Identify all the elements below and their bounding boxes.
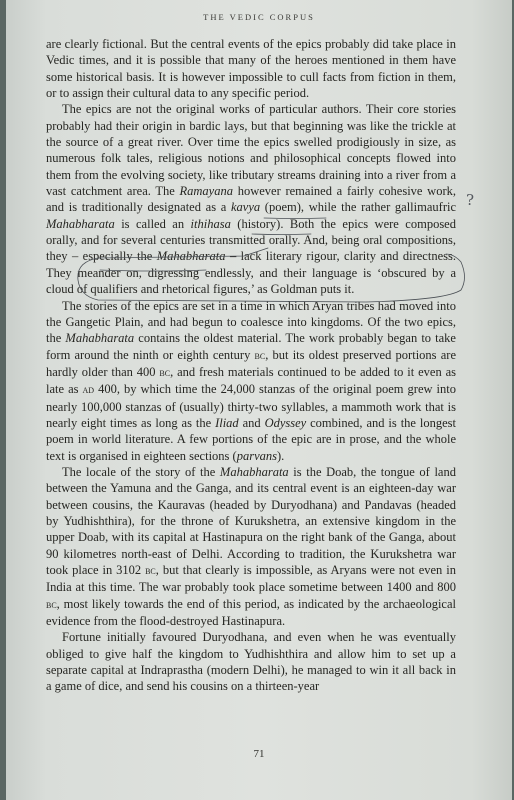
text-run: ). [276,448,285,463]
text-run: is the Doab, the tongue of land between the Yamuna and the Ganga, and its central event is an eighteen-day war between cousins, the Kauravas (headed by Duryodhana) and Pandavas (headed by Yudhishthira), for the throne of Kurukshetra, an extensive kingdom in the upper Doab, with its capital at Hastinapura on the right bank of the Ganga, about 90 kilometres north-east of Delhi. According to tradition, the Kurukshetra war took place in 3102 [46,464,456,577]
paragraph-3 [46,298,456,464]
text-run: however remained a fairly cohesive work, and is traditionally designated as a [46,184,456,215]
margin-query-mark: ? [466,191,475,209]
title-mahabharata: Mahabharata [219,464,289,479]
text-run: Fortune initially favoured Duryodhana, and even when he was eventually obliged to give half the kingdom to Yudhishthira and allow him to set up a separate capital at Indraprastha (modern Delhi), he managed to win it all back in a game of dice, and send his cousins on a thirteen-year [46,630,456,694]
text-run: , but that clearly is impossible, as Aryans were not even in India at this time. The war probably took place sometime between 1400 and 800 [46,563,456,595]
text-run: are clearly fictional. But the central events of the epics probably did take place in Vedic times, and it is possible that many of the heroes mentioned in them have some historical basis. It is however impossible to cull facts from fiction in them, or to assign their cultural data to any specific period. [46,37,456,101]
text-run: , and fresh materials continued to be added to it even as late as [46,364,456,397]
book-page [6,0,512,800]
text-run: and [238,415,265,430]
title-ramayana: Ramayana [179,184,233,199]
paragraph-4 [46,464,456,629]
title-mahabharata: Mahabharata [46,216,115,231]
era-bc: bc [145,565,156,577]
text-run: is called an [114,216,191,231]
text-run: , most likely towards the end of this period, as indicated by the archaeological evidence from the flood-destroyed Hastinapura. [46,596,456,629]
term-kavya: kavya [230,200,261,215]
paragraph-5 [46,629,456,694]
era-ad: ad [82,384,95,397]
page-number: 71 [253,748,265,760]
running-head: THE VEDIC CORPUS [203,12,315,22]
era-bc: bc [46,598,57,611]
title-iliad: Iliad [215,415,239,430]
title-odyssey: Odyssey [264,415,307,430]
era-bc: bc [159,366,171,379]
text-run: The epics are not the original works of particular authors. Their core stories probably had their origin in bardic lays, but that beginning was like the trickle at the source of a great river. Over time the epics swelled prodigiously in size, as numerous folk tales, religious notions and philosophical concepts flowed into them from the evolving society, like tributary streams draining into a river from a vast catchment area. The [46,102,456,199]
body-text [46,36,456,695]
text-run: contains the oldest material. The work probably began to take form around the ninth or eighth century [46,331,456,362]
text-run: , but its oldest preserved portions are hardly older than 400 [46,347,456,379]
paragraph-2 [46,101,456,297]
term-parvans: parvans [236,448,277,463]
era-bc: bc [254,349,266,362]
title-mahabharata: Mahabharata [65,331,135,346]
text-run: The stories of the epics are set in a time in which Aryan tribes had moved into the Gangetic Plain, and had begun to coalesce into kingdoms. Of the two epics, the [46,298,456,346]
text-run: – lack literary rigour, clarity and directness. They meander on, digressing endlessly, and their language is ‘obscured by a cloud of qualifiers and rhetorical figures,’ as Goldman puts it. [46,249,456,297]
text-run: (poem), while the rather gallimaufric [260,200,456,215]
text-run: combined, and is the longest poem in world literature. A few portions of the epic are in prose, and the whole text is organised in eighteen sections ( [46,415,456,463]
title-mahabharata: Mahabharata [156,249,226,264]
text-run: The locale of the story of the [62,464,220,479]
paragraph-1 [46,36,456,101]
text-run: 400, by which time the 24,000 stanzas of the original poem grew into nearly 100,000 stanzas of (usually) thirty-two syllables, a mammoth work that is nearly eight times as long as the [46,382,456,430]
term-ithihasa: ithihasa [190,216,231,231]
text-run: (history). Both the epics were composed orally, and for several centuries transmitted orally. And, being oral compositions, they – especially the [46,216,456,264]
